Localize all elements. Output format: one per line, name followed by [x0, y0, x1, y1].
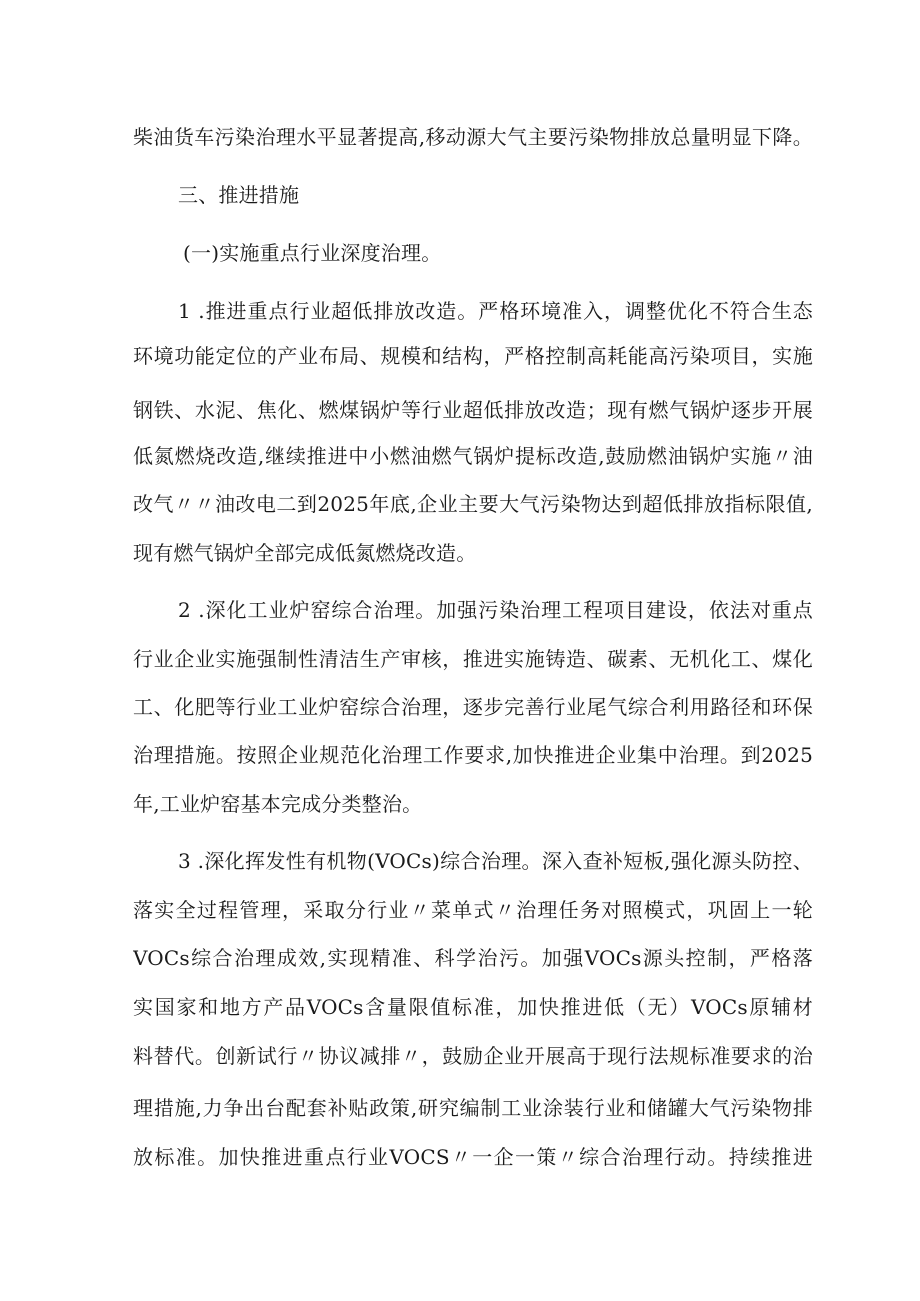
paragraph-line: 环境功能定位的产业布局、规模和结构，严格控制高耗能高污染项目，实施 [133, 344, 813, 368]
subsection-heading: (一)实施重点行业深度治理。 [183, 241, 442, 265]
paragraph-line: 钢铁、水泥、焦化、燃煤锅炉等行业超低排放改造；现有燃气锅炉逐步开展 [133, 398, 813, 422]
paragraph-line: 工、化肥等行业工业炉窑综合治理，逐步完善行业尾气综合利用路径和环保 [133, 695, 813, 719]
paragraph-line: 1 .推进重点行业超低排放改造。严格环境准入，调整优化不符合生态 [178, 299, 813, 323]
paragraph-line: 改气〃〃油改电二到2025年底,企业主要大气污染物达到超低排放指标限值, [133, 492, 813, 516]
paragraph-line: 年,工业炉窑基本完成分类整治。 [133, 792, 423, 816]
paragraph-line: VOCs综合治理成效,实现精准、科学治污。加强VOCs源头控制，严格落 [133, 946, 813, 970]
paragraph-line: 理措施,力争出台配套补贴政策,研究编制工业涂装行业和储罐大气污染物排 [133, 1096, 813, 1120]
paragraph-line: 柴油货车污染治理水平显著提高,移动源大气主要污染物排放总量明显下降。 [133, 125, 813, 149]
paragraph-line: 放标准。加快推进重点行业VOCS〃一企一策〃综合治理行动。持续推进 [133, 1145, 813, 1169]
paragraph-line: 现有燃气锅炉全部完成低氮燃烧改造。 [133, 541, 477, 565]
paragraph-line: 2 .深化工业炉窑综合治理。加强污染治理工程项目建设，依法对重点 [178, 598, 813, 622]
section-heading: 三、推进措施 [178, 183, 300, 207]
paragraph-line: 治理措施。按照企业规范化治理工作要求,加快推进企业集中治理。到2025 [133, 743, 813, 767]
paragraph-line: 实国家和地方产品VOCs含量限值标准，加快推进低（无）VOCs原辅材 [133, 995, 813, 1019]
paragraph-line: 行业企业实施强制性清洁生产审核，推进实施铸造、碳素、无机化工、煤化 [133, 647, 813, 671]
paragraph-line: 落实全过程管理，采取分行业〃菜单式〃治理任务对照模式，巩固上一轮 [133, 898, 813, 922]
paragraph-line: 料替代。创新试行〃协议减排〃，鼓励企业开展高于现行法规标准要求的治 [133, 1044, 813, 1068]
paragraph-line: 低氮燃烧改造,继续推进中小燃油燃气锅炉提标改造,鼓励燃油锅炉实施〃油 [133, 444, 813, 468]
paragraph-line: 3 .深化挥发性有机物(VOCs)综合治理。深入查补短板,强化源头防控、 [178, 849, 813, 873]
